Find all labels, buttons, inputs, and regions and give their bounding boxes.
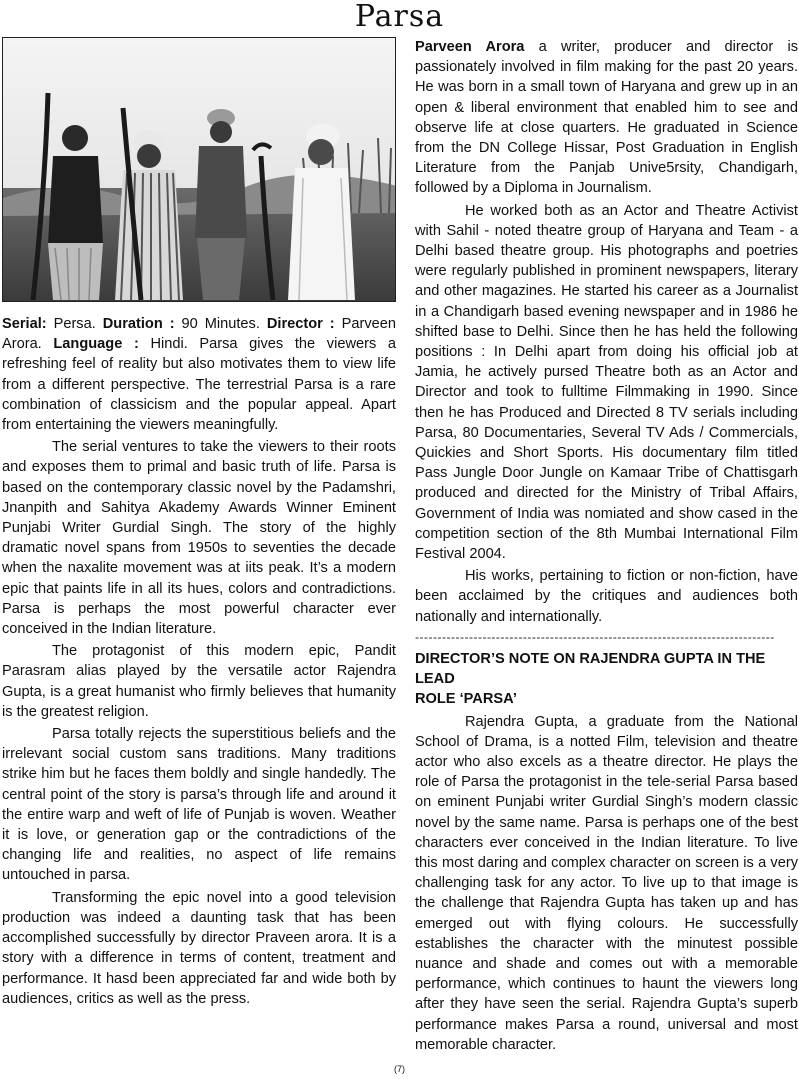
directors-note-paragraph: Rajendra Gupta, a graduate from the National School of Drama, is a notted Film, television and theatre actor who also excels as a theatre director. He plays the role of Parsa the protagonist in the tele-serial Parsa based on eminent Punjabi writer Gurdial Singh’s modern classic novel by the same name. Parsa is perhaps one of the best characters ever conceived in the Indian literature. To live this most daring and complex character on screen is a very challenging task for any actor. To live up to that image is the challenge that Rajendra Gupta has taken up and has emerged out with flying colours. He successfully establishes the character with the minutest possible nuance and shade and comes out with a memorable performance, which continues to haunt the viewers long after they have seen the serial. Rajendra Gupta’s superb performance makes Parsa a round, universal and most memorable character. xyxy=(415,713,798,1053)
bio-paragraph xyxy=(415,37,798,199)
duration-label: Duration : xyxy=(102,316,175,332)
directors-note-heading xyxy=(415,649,798,710)
right-column xyxy=(415,37,798,1055)
body-paragraph: He worked both as an Actor and Theatre Activist with Sahil - noted theatre group of Haryana and Team - a Delhi based theatre group. His photographs and poetries were regularly published in prominent newspapers, literary and other magazines. He started his career as a Journalist in a Chandigarh based evening newspaper and in 1986 he shifted base to Delhi. Since then he has held the following positions : In Delhi apart from doing his official job at Jamia, he actively pursed Theatre both as an Actor and Director and took to fulltime Filmmaking in 1990. Since then he has Produced and Directed 8 TV serials including Parsa, 80 Documentaries, Several TV Ads / Commercials, Quickies and Short Sports. His documentary film titled Pass Jungle Door Jungle on Kamaar Tribe of Chattisgarh produced and directed for the Ministry of Tribal Affairs, Government of India was nomiated and show cased in the competition section of the 8th Mumbai International Film Festival 2004. xyxy=(415,202,798,563)
bio-name: Parveen Arora xyxy=(415,39,525,55)
body-paragraph: Parsa totally rejects the superstitious beliefs and the irrelevant social custom sans traditions. Many traditions strike him but he faces them boldly and single handedly. The central point of the story is parsa’s through life and around it the entire warp and weft of life of Punjab is woven. Weather it is love, or generation gap or the contradictions of the changing life and realities, no aspect of life remains untouched in parsa. xyxy=(2,726,396,884)
heading-line-2: ROLE ‘PARSA’ xyxy=(415,691,517,708)
duration-value: 90 Minutes. xyxy=(174,316,267,332)
body-paragraph: The serial ventures to take the viewers to their roots and exposes them to primal and basic truth of life. Parsa is based on the contemporary classic novel by the Padamshri, Jnanpith and Sahitya Akademy Awards Winner Eminent Punjabi Writer Gurdial Singh. The story of the highly dramatic novel spans from 1950s to seventies the decade when the naxalite movement was at iits peak. It’s a modern epic that paints life in all its hues, colors and contradictions. Parsa is perhaps the most powerful character ever conceived in the Indian literature. xyxy=(2,439,396,638)
left-column xyxy=(2,314,396,1009)
body-paragraph: His works, pertaining to fiction or non-fiction, have been acclaimed by the critiques and audiences both nationally and internationally. xyxy=(415,568,798,625)
serial-value: Persa. xyxy=(46,316,103,332)
page-title: Parsa xyxy=(354,0,445,34)
serial-label: Serial: xyxy=(2,316,47,332)
cast-photo xyxy=(2,37,396,302)
section-divider: -------------------------------------------------------------------------------- xyxy=(415,630,775,643)
cast-photo-image xyxy=(3,38,396,302)
language-value: Hindi. Parsa gives the viewers a refreshing feel of reality but also motivates them to view life from a different perspective. The terrestrial Parsa is a rare combination of classicism and the popular appeal. Apart from entertaining the viewers meaningfully. xyxy=(2,336,397,434)
intro-paragraph xyxy=(2,314,396,435)
body-paragraph: Transforming the epic novel into a good television production was indeed a daunting task that has been accomplished successfully by director Praveen arora. It is a story with a difference in terms of content, treatment and performance. It hasd been appreciated far and wide both by audiences, critics as well as the press. xyxy=(2,889,396,1007)
language-label: Language : xyxy=(53,336,139,353)
body-paragraph: The protagonist of this modern epic, Pandit Parasram alias played by the versatile actor Rajendra Gupta, is a great humanist who firmly believes that humanity is the greatest religion. xyxy=(2,643,396,720)
heading-line-1: DIRECTOR’S NOTE ON RAJENDRA GUPTA IN THE LEAD xyxy=(415,650,766,688)
bio-text: a writer, producer and director is passionately involved in film making for the past 20 years. He was born in a small town of Haryana and grew up in an open & liberal environment that enabled him to see and observe life at close quarters. He graduated in Science from the DN College Hissar, Post Graduation in English Literature from the Panjab Unive5rsity, Chandigarh, followed by a Diploma in Journalism. xyxy=(415,39,798,197)
page-number: (7) xyxy=(394,1064,405,1074)
director-label: Director : xyxy=(266,316,335,332)
director-value: Parveen Arora. xyxy=(2,316,396,353)
